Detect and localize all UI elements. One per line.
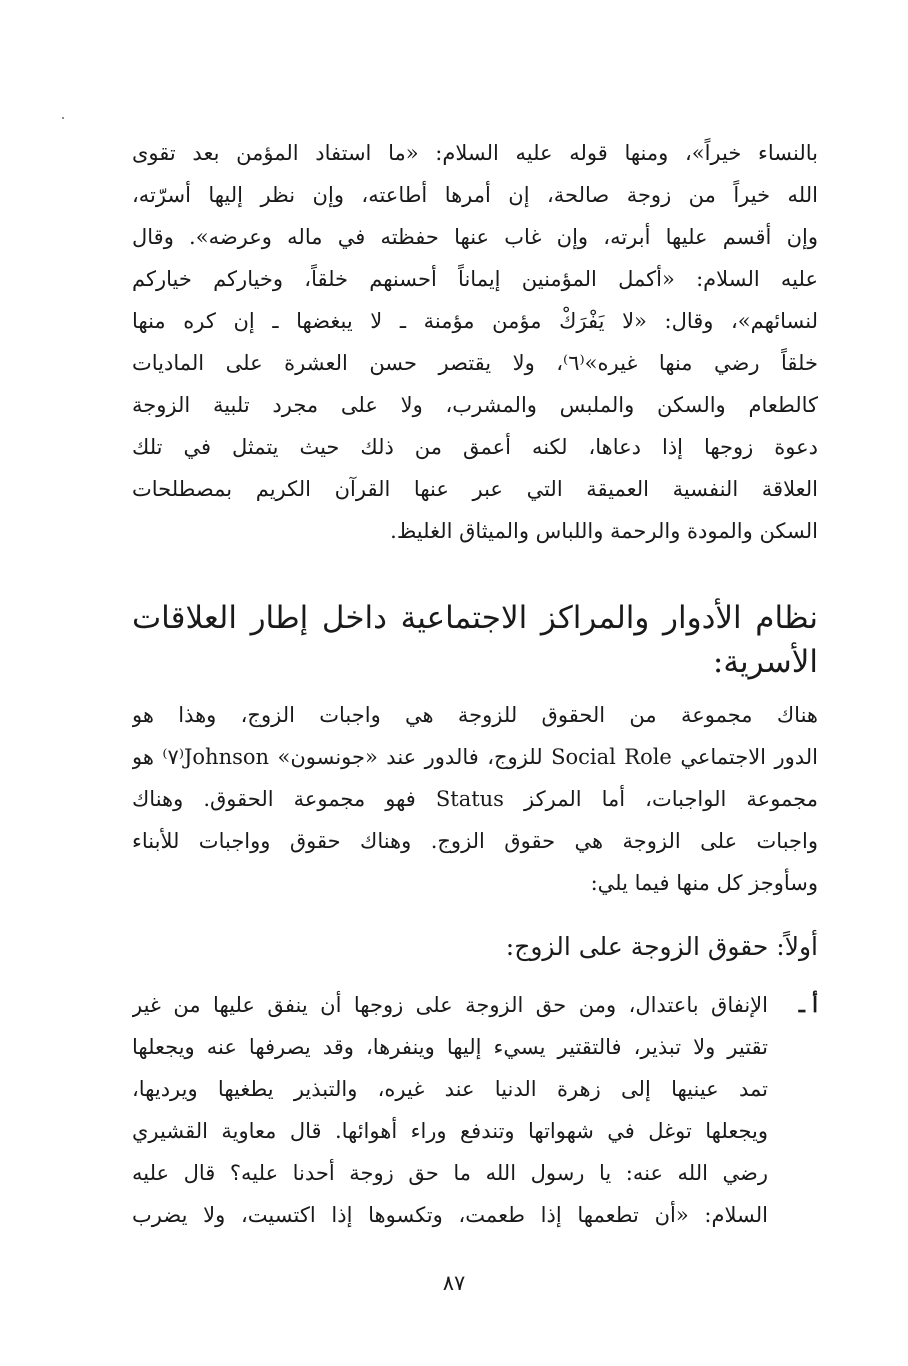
list-item-text (132, 984, 768, 1236)
list-item-marker: أ ـ (798, 992, 818, 1017)
text-line: الإنفاق باعتدال، ومن حق الزوجة على زوجها أن ينفق عليها من غير (132, 993, 768, 1017)
text-line: هناك مجموعة من الحقوق للزوجة هي واجبات الزوج، وهذا هو (132, 703, 818, 727)
page-number: ٨٧ (442, 1271, 466, 1295)
text-line: رضي الله عنه: يا رسول الله ما حق زوجة أحدنا عليه؟ قال عليه (132, 1161, 768, 1185)
text-line: تقتير ولا تبذير، فالتقتير يسيء إليها وينفرها، وقد يصرفها عنه ويجعلها (132, 1035, 768, 1059)
heading-line: نظام الأدوار والمراكز الاجتماعية داخل إطار العلاقات (132, 600, 818, 636)
heading-line: الأسرية: (712, 644, 818, 680)
text-line: السكن والمودة والرحمة واللباس والميثاق الغليظ. (390, 519, 818, 543)
paragraph-roles-intro (132, 694, 818, 904)
section-heading (132, 596, 818, 684)
text-line: العلاقة النفسية العميقة التي عبر عنها القرآن الكريم بمصطلحات (132, 477, 818, 501)
text-line: الله خيراً من زوجة صالحة، إن أمرها أطاعته، وإن نظر إليها أسرّته، (132, 183, 818, 207)
subsection-heading: أولاً: حقوق الزوجة على الزوج: (505, 932, 818, 961)
text-line: تمد عينيها إلى زهرة الدنيا عند غيره، والتبذير يطغيها ويرديها، (132, 1077, 768, 1101)
text-line: واجبات على الزوجة هي حقوق الزوج. وهناك حقوق وواجبات للأبناء (132, 829, 818, 853)
text-line: كالطعام والسكن والملبس والمشرب، ولا على مجرد تلبية الزوجة (132, 393, 818, 417)
text-line: خلقاً رضي منها غيره»⁽٦⁾، ولا يقتصر حسن العشرة على الماديات (132, 351, 818, 375)
text-line: الدور الاجتماعي Social Role للزوج، فالدور عند «جونسون» Johnson⁽٧⁾ هو (132, 745, 818, 769)
text-line: السلام: «أن تطعمها إذا طعمت، وتكسوها إذا اكتسيت، ولا يضرب (132, 1203, 768, 1227)
text-line: دعوة زوجها إذا دعاها، لكنه أعمق من ذلك حيث يتمثل في تلك (132, 435, 818, 459)
text-line: مجموعة الواجبات، أما المركز Status فهو مجموعة الحقوق. وهناك (132, 787, 818, 811)
text-line: عليه السلام: «أكمل المؤمنين إيماناً أحسنهم خلقاً، وخياركم خياركم (132, 267, 818, 291)
text-line: لنسائهم»، وقال: «لا يَفْرَكْ مؤمن مؤمنة ـ لا يبغضها ـ إن كره منها (132, 309, 818, 333)
text-line: وإن أقسم عليها أبرته، وإن غاب عنها حفظته في ماله وعرضه». وقال (132, 225, 818, 249)
scan-speck (62, 117, 64, 119)
text-line: وسأوجز كل منها فيما يلي: (590, 871, 818, 895)
paragraph-marital-kindness (132, 132, 818, 552)
text-line: بالنساء خيراً»، ومنها قوله عليه السلام: «ما استفاد المؤمن بعد تقوى (132, 141, 818, 165)
text-line: ويجعلها توغل في شهواتها وتندفع وراء أهوائها. قال معاوية القشيري (132, 1119, 768, 1143)
